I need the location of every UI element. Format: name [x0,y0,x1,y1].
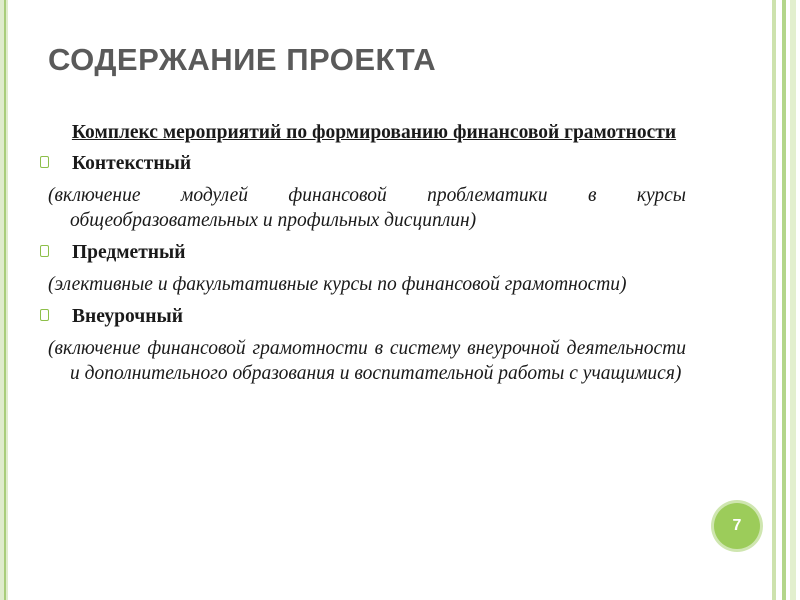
list-item [40,151,686,176]
slide-frame-left [0,0,8,600]
page-number-badge: 7 [714,503,760,549]
item-description: (включение модулей финансовой проблематики в курсы общеобразовательных и профильных дисциплин) [48,185,686,231]
slide-subtitle: Комплекс мероприятий по формированию финансовой грамотности [71,122,677,143]
item-description: (включение финансовой грамотности в систему внеурочной деятельности и дополнительного образования и воспитательной работы с учащимися) [48,338,686,384]
slide-title: СОДЕРЖАНИЕ ПРОЕКТА [48,42,437,77]
bullet-icon [40,156,49,168]
list-item [40,240,686,265]
item-label: Контекстный [72,153,192,174]
item-label: Внеурочный [72,306,183,327]
item-label: Предметный [72,242,186,263]
slide-content [40,120,686,393]
bullet-icon [40,309,49,321]
bullet-icon [40,245,49,257]
item-description: (элективные и факультативные курсы по финансовой грамотности) [48,274,627,295]
list-item [40,304,686,329]
slide-frame-right [760,0,800,600]
